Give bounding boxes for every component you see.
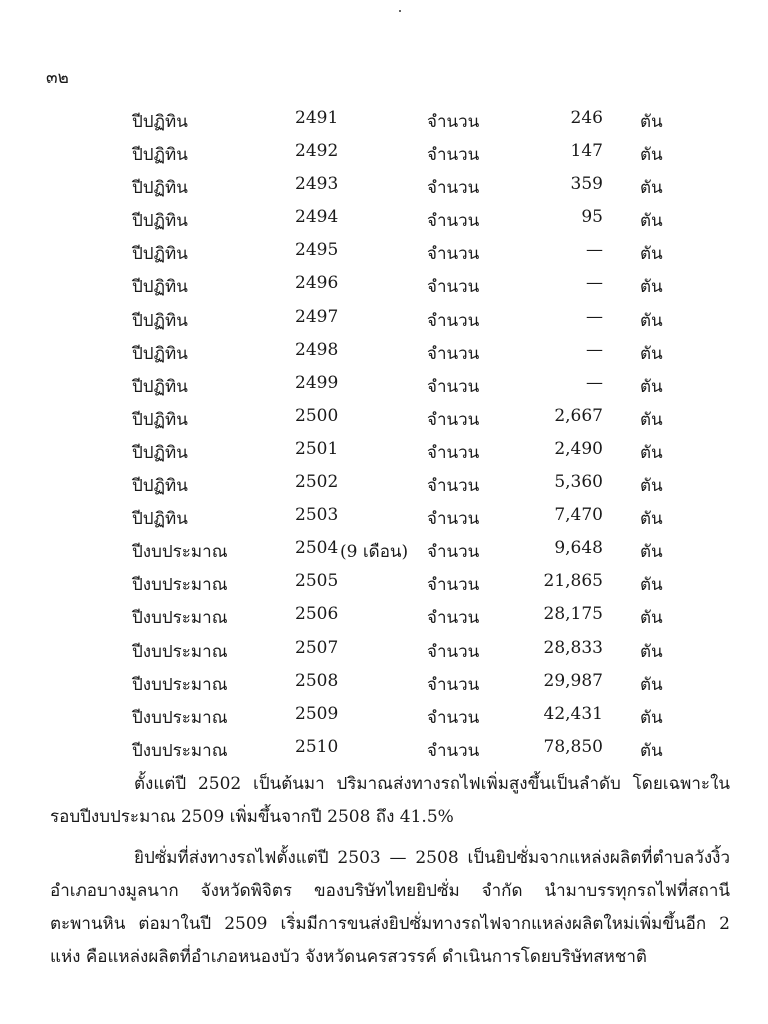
row-quantity-word: จำนวน [427, 310, 480, 331]
row-label: ปีปฏิทิน [132, 178, 188, 199]
row-amount: 29,987 [543, 670, 603, 691]
row-quantity-word: จำนวน [427, 674, 480, 695]
row-amount: 42,431 [543, 703, 603, 724]
row-year: 2506 [295, 604, 339, 625]
row-year: 2507 [295, 637, 339, 658]
row-label: ปีปฏิทิน [132, 376, 188, 397]
table-row [0, 731, 768, 764]
row-label: ปีงบประมาณ [132, 608, 228, 629]
row-label: ปีปฏิทิน [132, 112, 188, 132]
row-year: 2494 [295, 207, 339, 228]
row-unit: ตัน [640, 244, 663, 265]
row-amount: 5,360 [554, 472, 603, 493]
row-year: 2499 [295, 372, 339, 393]
row-year: 2503 [295, 505, 339, 526]
row-amount: 7,470 [554, 505, 603, 526]
row-amount: 21,865 [543, 571, 603, 592]
row-label: ปีปฏิทิน [132, 476, 188, 497]
row-label: ปีงบประมาณ [132, 575, 228, 596]
table-row [0, 234, 768, 267]
row-label: ปีปฏิทิน [132, 343, 188, 364]
table-row [0, 334, 768, 367]
row-year: 2501 [295, 438, 339, 459]
row-unit: ตัน [640, 145, 663, 166]
row-label: ปีปฏิทิน [132, 310, 188, 331]
row-unit: ตัน [640, 178, 663, 199]
row-amount: — [586, 273, 603, 294]
row-amount: 78,850 [543, 736, 603, 757]
row-unit: ตัน [640, 740, 663, 761]
row-amount: — [586, 240, 603, 261]
row-label: ปีปฏิทิน [132, 442, 188, 463]
row-label: ปีปฏิทิน [132, 244, 188, 265]
paragraph-2: ยิปซั่มที่ส่งทางรถไฟตั้งแต่ปี 2503 — 2508 เป็นยิปซั่มจากแหล่งผลิตที่ตำบลวังงิ้ว อำเภอบางมูลนาก จังหวัดพิจิตร ของบริษัทไทยยิปซั่ม จำกัด นำมาบรรทุกรถไฟที่สถานีตะพานหิน ต่อมาในปี 2509 เริ่มมีการขนส่งยิปซั่มทางรถไฟจากแหล่งผลิตใหม่เพิ่มขึ้นอีก 2 แห่ง คือแหล่งผลิตที่อำเภอหนองบัว จังหวัดนครสวรรค์ ดำเนินการโดยบริษัทสหชาติ [50, 848, 730, 967]
row-unit: ตัน [640, 442, 663, 463]
table-row [0, 466, 768, 499]
table-row [0, 598, 768, 631]
row-quantity-word: จำนวน [427, 409, 480, 430]
row-quantity-word: จำนวน [427, 608, 480, 629]
table-row [0, 135, 768, 168]
row-quantity-word: จำนวน [427, 376, 480, 397]
row-label: ปีงบประมาณ [132, 707, 228, 728]
scan-speck [399, 10, 401, 12]
row-unit: ตัน [640, 674, 663, 695]
row-amount: — [586, 339, 603, 360]
row-quantity-word: จำนวน [427, 211, 480, 232]
row-quantity-word: จำนวน [427, 542, 480, 563]
row-year: 2496 [295, 273, 339, 294]
row-unit: ตัน [640, 575, 663, 596]
row-unit: ตัน [640, 310, 663, 331]
row-year: 2495 [295, 240, 339, 261]
row-year: 2497 [295, 306, 339, 327]
row-quantity-word: จำนวน [427, 343, 480, 364]
row-year: 2492 [295, 141, 339, 162]
row-label: ปีงบประมาณ [132, 674, 228, 695]
table-row [0, 565, 768, 598]
row-label: ปีปฏิทิน [132, 409, 188, 430]
table-row [0, 201, 768, 234]
row-amount: — [586, 372, 603, 393]
row-unit: ตัน [640, 376, 663, 397]
row-quantity-word: จำนวน [427, 575, 480, 596]
row-unit: ตัน [640, 476, 663, 497]
row-label: ปีงบประมาณ [132, 740, 228, 761]
row-unit: ตัน [640, 112, 663, 132]
row-unit: ตัน [640, 608, 663, 629]
row-quantity-word: จำนวน [427, 509, 480, 530]
row-label: ปีปฏิทิน [132, 145, 188, 166]
row-unit: ตัน [640, 343, 663, 364]
row-amount: 246 [570, 108, 603, 128]
row-quantity-word: จำนวน [427, 707, 480, 728]
row-amount: 9,648 [554, 538, 603, 559]
table-row [0, 301, 768, 334]
table-row [0, 367, 768, 400]
row-quantity-word: จำนวน [427, 442, 480, 463]
table-row [0, 267, 768, 300]
row-year: 2505 [295, 571, 339, 592]
table-row [0, 102, 768, 135]
paragraph-1: ตั้งแต่ปี 2502 เป็นต้นมา ปริมาณส่งทางรถไฟเพิ่มสูงขึ้นเป็นลำดับ โดยเฉพาะในรอบปีงบประมาณ 2509 เพิ่มขึ้นจากปี 2508 ถึง 41.5% [50, 774, 730, 827]
row-unit: ตัน [640, 641, 663, 662]
row-year: 2502 [295, 472, 339, 493]
row-year: 2510 [295, 736, 339, 757]
row-label: ปีปฏิทิน [132, 509, 188, 530]
row-unit: ตัน [640, 509, 663, 530]
table-row [0, 532, 768, 565]
row-quantity-word: จำนวน [427, 740, 480, 761]
row-amount: 95 [581, 207, 603, 228]
row-quantity-word: จำนวน [427, 244, 480, 265]
row-unit: ตัน [640, 707, 663, 728]
row-label: ปีงบประมาณ [132, 542, 228, 563]
row-quantity-word: จำนวน [427, 112, 480, 132]
row-amount: 28,175 [543, 604, 603, 625]
row-amount: 2,667 [554, 405, 603, 426]
table-row [0, 665, 768, 698]
row-year: 2491 [295, 108, 339, 128]
table-row [0, 433, 768, 466]
row-amount: 147 [570, 141, 603, 162]
row-year: 2500 [295, 405, 339, 426]
row-quantity-word: จำนวน [427, 476, 480, 497]
row-unit: ตัน [640, 211, 663, 232]
row-quantity-word: จำนวน [427, 277, 480, 298]
row-amount: 28,833 [543, 637, 603, 658]
row-year: 2504 [295, 538, 339, 559]
row-label: ปีปฏิทิน [132, 277, 188, 298]
row-unit: ตัน [640, 542, 663, 563]
table-row [0, 632, 768, 665]
page-number: ๓๒ [46, 68, 69, 88]
shipment-table [0, 102, 768, 764]
row-amount: 2,490 [554, 438, 603, 459]
table-row [0, 400, 768, 433]
row-amount: — [586, 306, 603, 327]
table-row [0, 698, 768, 731]
row-amount: 359 [570, 174, 603, 195]
row-unit: ตัน [640, 409, 663, 430]
row-year: 2508 [295, 670, 339, 691]
row-year: 2493 [295, 174, 339, 195]
row-quantity-word: จำนวน [427, 641, 480, 662]
row-year: 2498 [295, 339, 339, 360]
table-row [0, 168, 768, 201]
row-unit: ตัน [640, 277, 663, 298]
row-note: (9 เดือน) [340, 542, 409, 563]
table-row [0, 499, 768, 532]
row-label: ปีงบประมาณ [132, 641, 228, 662]
row-quantity-word: จำนวน [427, 145, 480, 166]
row-quantity-word: จำนวน [427, 178, 480, 199]
row-label: ปีปฏิทิน [132, 211, 188, 232]
row-year: 2509 [295, 703, 339, 724]
